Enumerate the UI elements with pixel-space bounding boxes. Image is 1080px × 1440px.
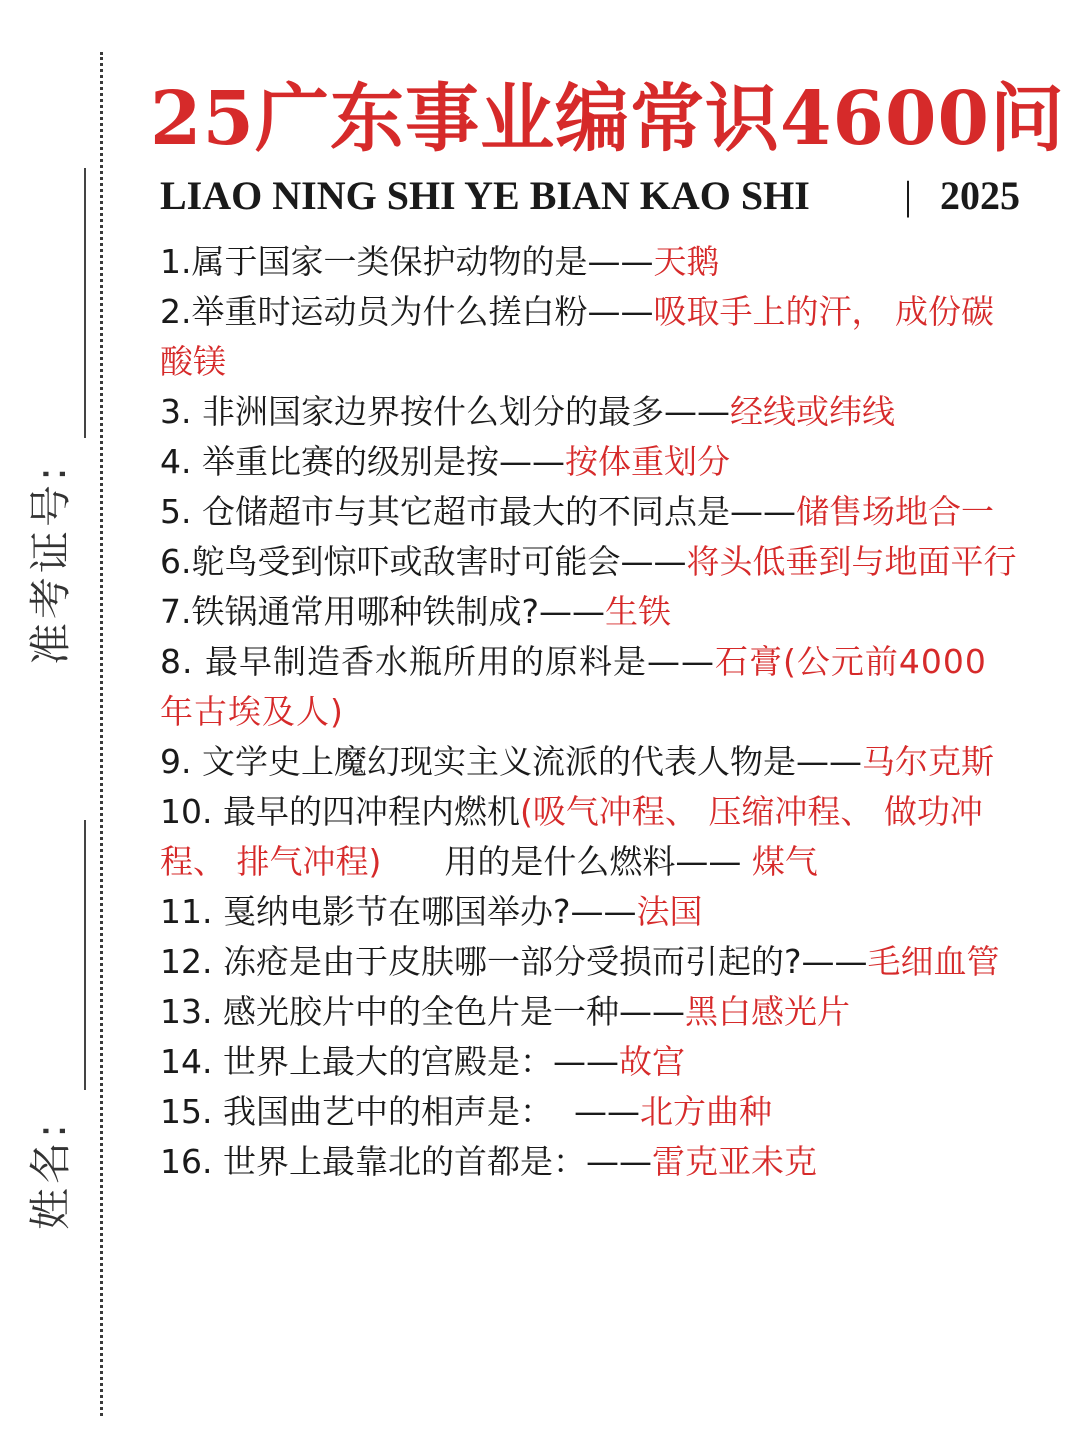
name-rule xyxy=(84,820,86,1090)
list-item: 12. 冻疮是由于皮肤哪一部分受损而引起的?——毛细血管 xyxy=(160,942,1000,981)
subtitle xyxy=(160,172,1020,219)
list-item: 4. 举重比赛的级别是按——按体重划分 xyxy=(160,442,730,481)
name-label: 姓名: xyxy=(26,1119,75,1230)
list-item: 10. 最早的四冲程内燃机(吸气冲程、 压缩冲程、 做功冲程、 排气冲程) 用的是什么燃料—— 煤气 xyxy=(160,792,983,881)
list-item: 11. 戛纳电影节在哪国举办?——法国 xyxy=(160,892,703,931)
list-item: 9. 文学史上魔幻现实主义流派的代表人物是——马尔克斯 xyxy=(160,742,994,781)
list-item: 15. 我国曲艺中的相声是： ——北方曲种 xyxy=(160,1092,772,1131)
cut-line xyxy=(100,52,103,1416)
subtitle-text: LIAO NING SHI YE BIAN KAO SHI xyxy=(160,173,810,218)
list-item: 5. 仓储超市与其它超市最大的不同点是——储售场地合一 xyxy=(160,492,994,531)
page-title: 25广东事业编常识4600问 xyxy=(150,76,1065,162)
list-item: 13. 感光胶片中的全色片是一种——黑白感光片 xyxy=(160,992,850,1031)
list-item: 3. 非洲国家边界按什么划分的最多——经线或纬线 xyxy=(160,392,895,431)
list-item: 16. 世界上最靠北的首都是：——雷克亚未克 xyxy=(160,1142,817,1181)
list-item: 1.属于国家一类保护动物的是——天鹅 xyxy=(160,242,720,281)
exam-id-rule xyxy=(84,168,86,438)
exam-id-label: 准考证号: xyxy=(26,462,75,665)
subtitle-separator: | xyxy=(903,173,912,218)
list-item: 8. 最早制造香水瓶所用的原料是——石膏(公元前4000 年古埃及人) xyxy=(160,642,987,731)
qa-list xyxy=(160,237,1020,1187)
list-item: 2.举重时运动员为什么搓白粉——吸取手上的汗， 成份碳酸镁 xyxy=(160,292,994,381)
subtitle-year: 2025 xyxy=(940,173,1020,218)
list-item: 7.铁锅通常用哪种铁制成?——生铁 xyxy=(160,592,672,631)
list-item: 6.鸵鸟受到惊吓或敌害时可能会——将头低垂到与地面平行 xyxy=(160,542,1017,581)
list-item: 14. 世界上最大的宫殿是：——故宫 xyxy=(160,1042,685,1081)
